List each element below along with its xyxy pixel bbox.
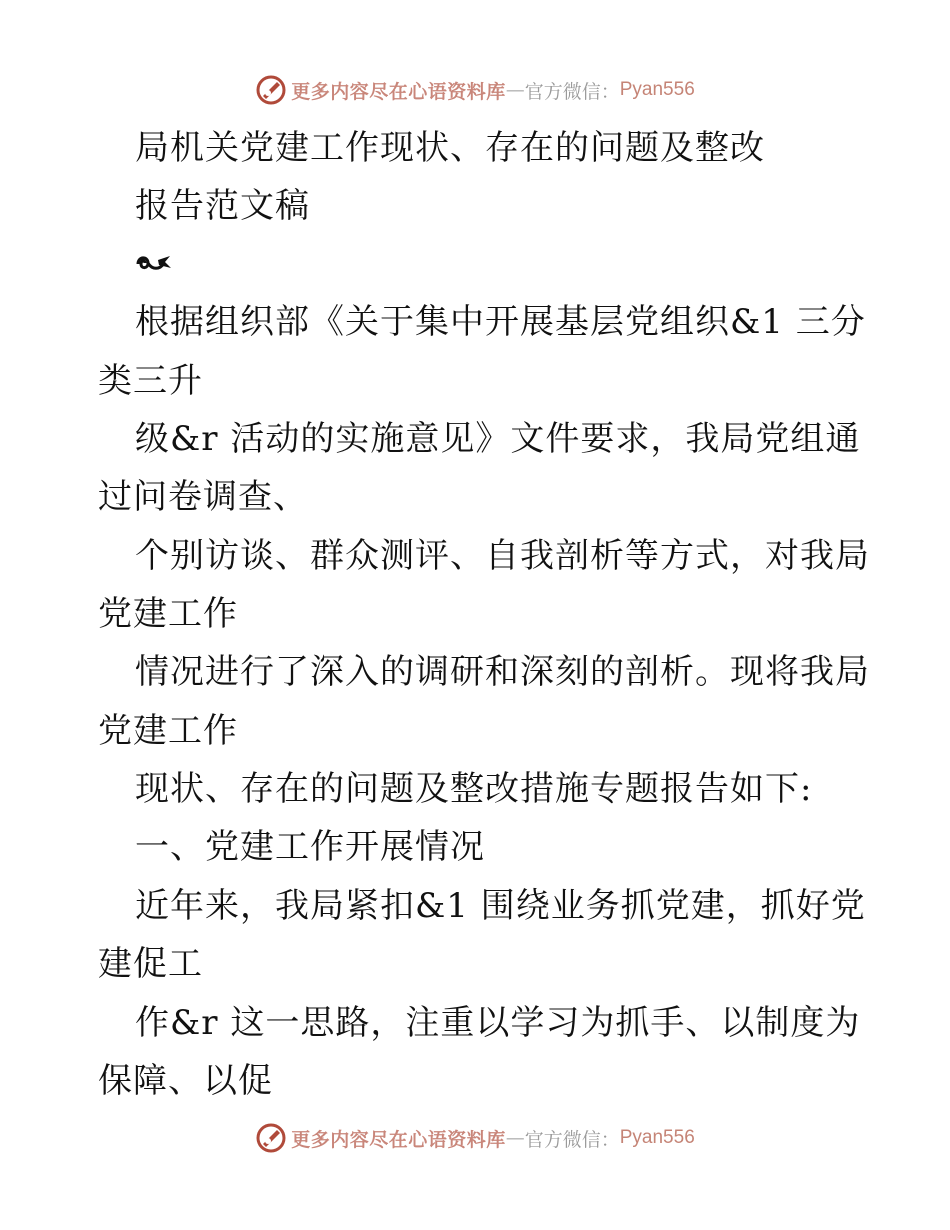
body-line: 党建工作 <box>98 711 238 751</box>
pen-logo-icon <box>255 74 287 106</box>
body-line: 建促工 <box>98 944 203 984</box>
body-line: 保障、以促 <box>98 1061 273 1101</box>
doc-title-line-2: 报告范文稿 <box>135 186 310 226</box>
body-line: 类三升 <box>98 361 203 401</box>
wechat-label: 官方微信： <box>524 1128 620 1151</box>
body-line: 情况进行了深入的调研和深刻的剖析。现将我局 <box>135 652 870 692</box>
wechat-id: Pyan556 <box>619 1127 695 1148</box>
footer-watermark-banner <box>0 1118 950 1158</box>
body-line: 根据组织部《关于集中开展基层党组织&1 三分 <box>135 302 866 342</box>
body-line: 党建工作 <box>98 594 238 634</box>
brand-text: 更多内容尽在心语资料库 <box>291 1128 506 1151</box>
doc-title-line-1: 局机关党建工作现状、存在的问题及整改 <box>135 128 765 168</box>
body-line: 现状、存在的问题及整改措施专题报告如下: <box>135 769 813 809</box>
banner-dash: — <box>505 79 525 101</box>
body-line: 级&r 活动的实施意见》文件要求，我局党组通 <box>135 419 861 459</box>
wechat-label: 官方微信： <box>524 80 620 103</box>
header-watermark-banner <box>0 70 950 110</box>
ornament-icon <box>134 248 174 278</box>
section-heading: 一、党建工作开展情况 <box>135 827 485 867</box>
body-line: 个别访谈、群众测评、自我剖析等方式，对我局 <box>135 536 870 576</box>
pen-logo-icon <box>255 1122 287 1154</box>
body-line: 作&r 这一思路，注重以学习为抓手、以制度为 <box>135 1003 861 1043</box>
wechat-id: Pyan556 <box>619 79 695 100</box>
brand-text: 更多内容尽在心语资料库 <box>291 80 506 103</box>
body-line: 过问卷调查、 <box>98 477 308 517</box>
body-line: 近年来，我局紧扣&1 围绕业务抓党建，抓好党 <box>135 886 866 926</box>
banner-dash: — <box>505 1127 525 1149</box>
